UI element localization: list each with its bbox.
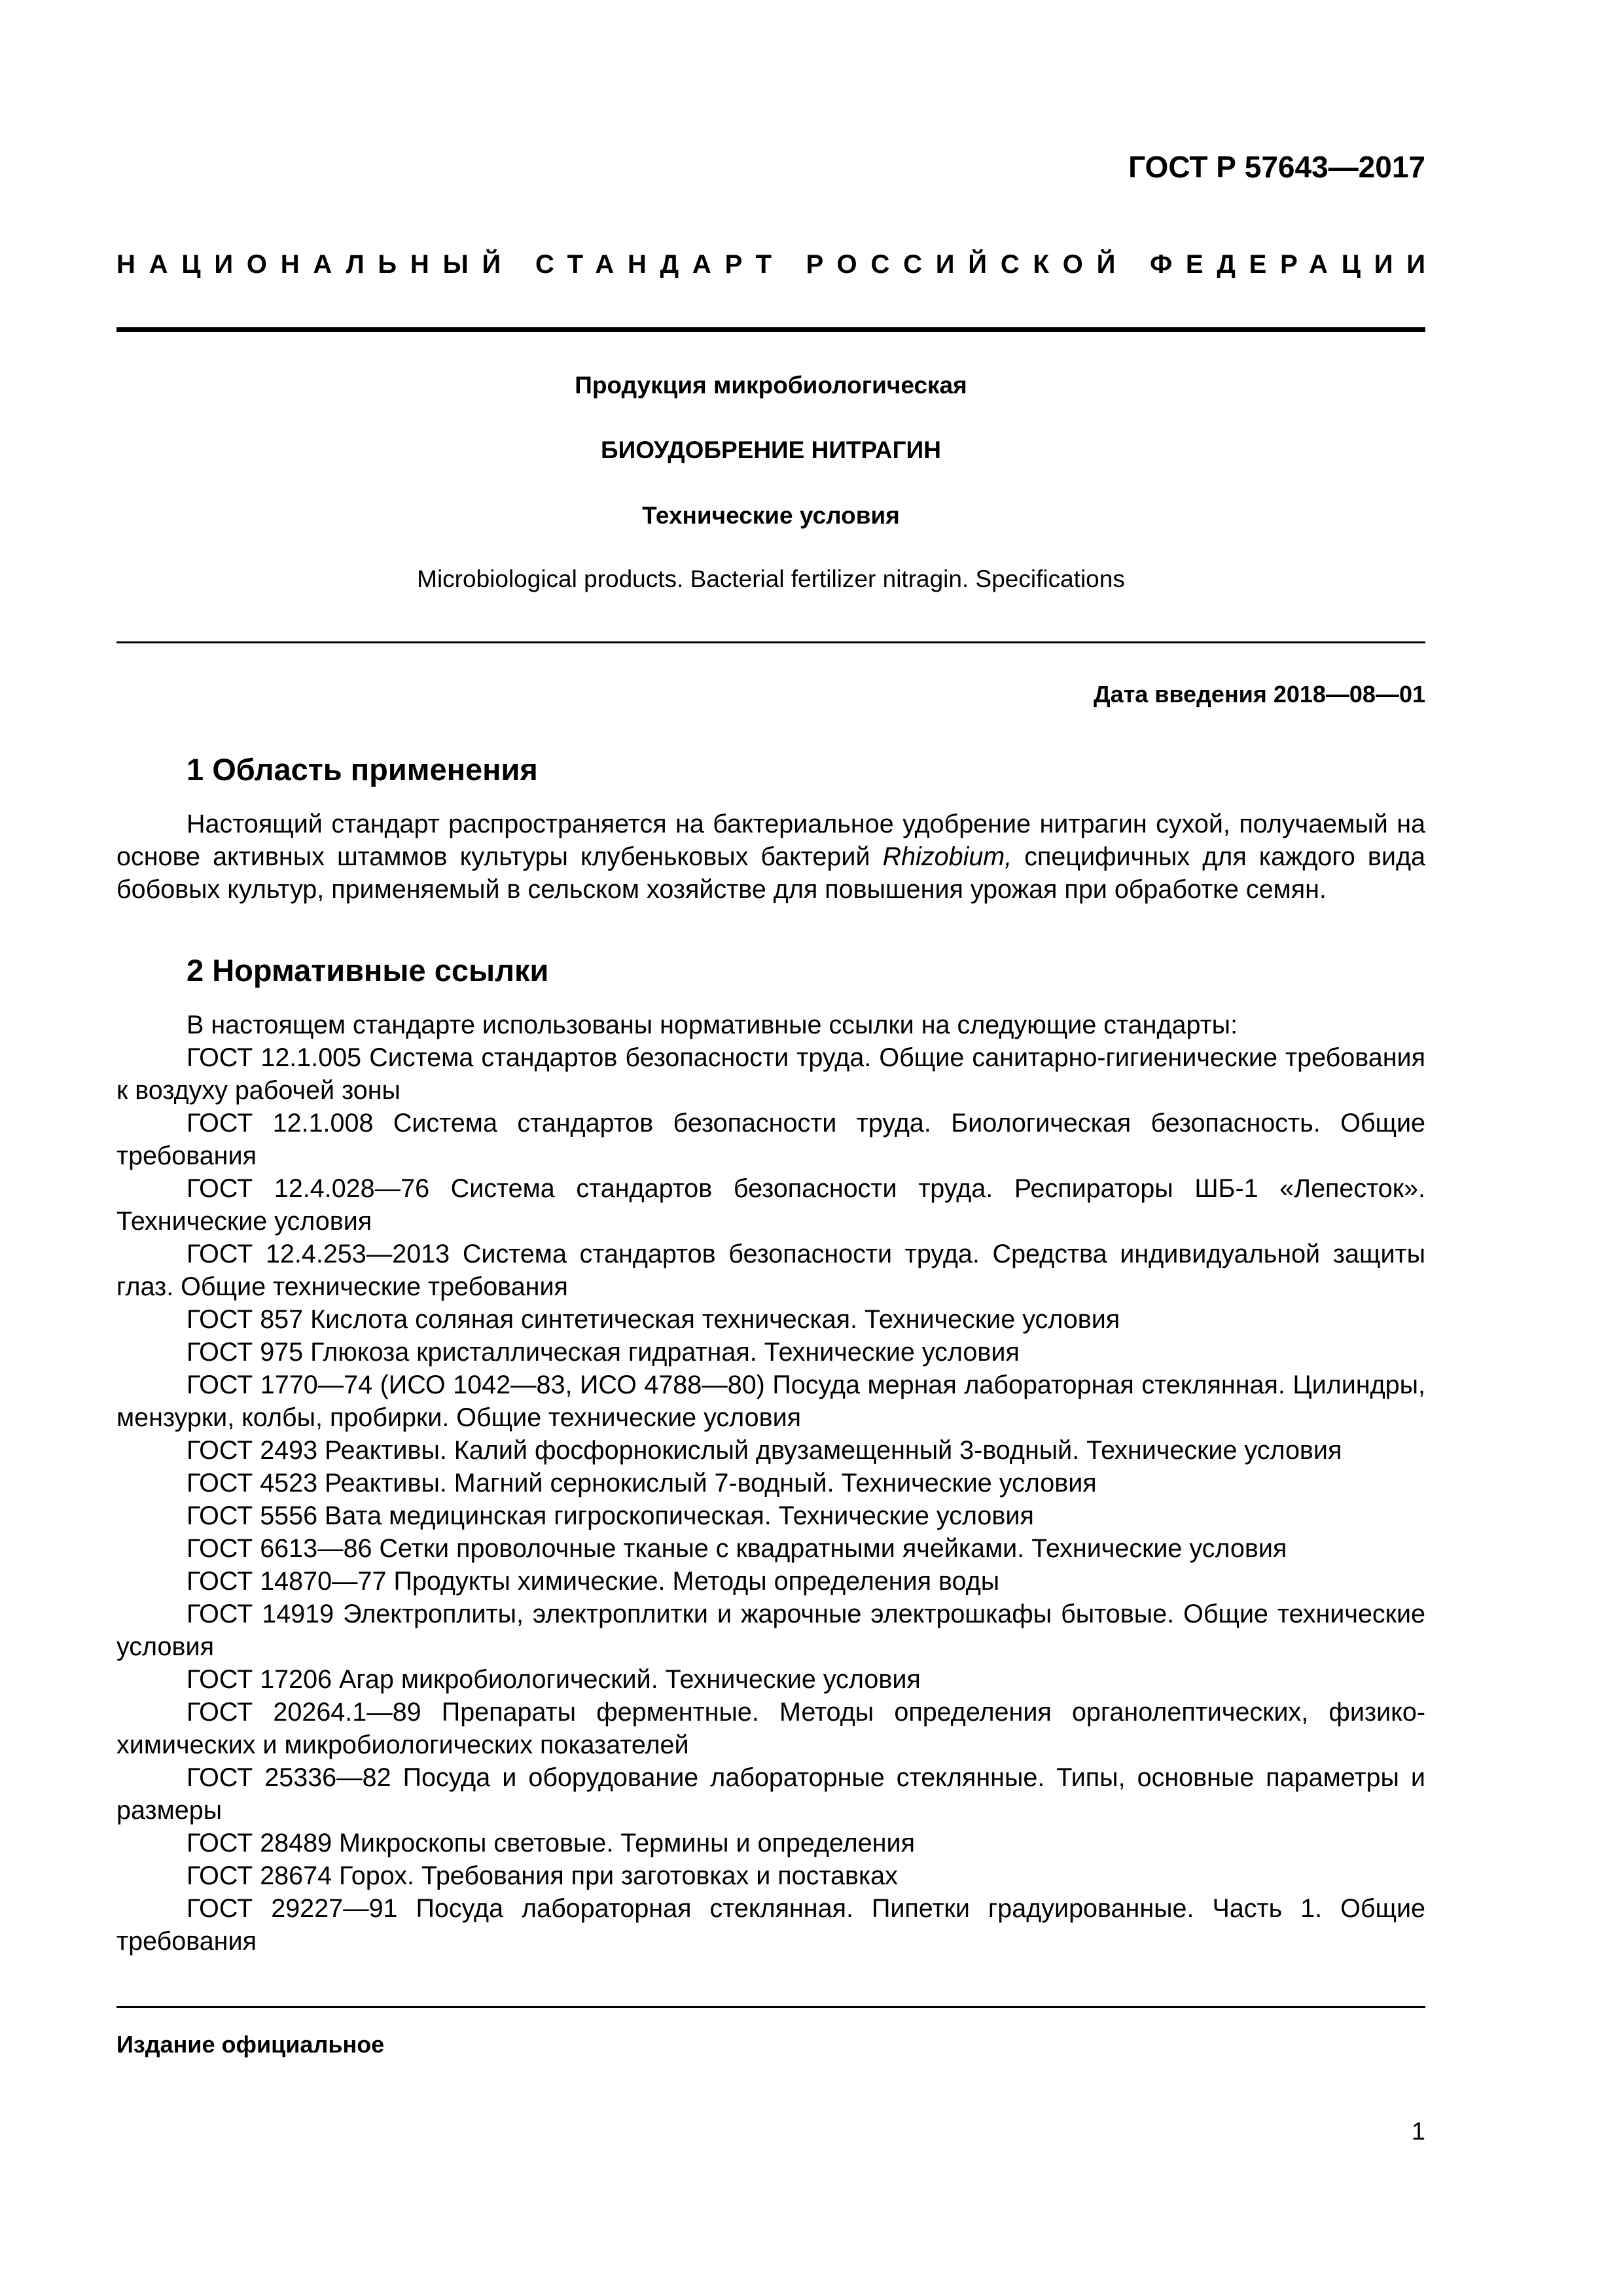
- scope-paragraph: [116, 808, 1425, 906]
- reference-item: ГОСТ 975 Глюкоза кристаллическая гидратная. Технические условия: [187, 1338, 1020, 1367]
- reference-item: ГОСТ 12.1.008 Система стандартов безопасности труда. Биологическая безопасность. Общие требования: [116, 1109, 1425, 1170]
- reference-item: ГОСТ 4523 Реактивы. Магний сернокислый 7-водный. Технические условия: [187, 1469, 1097, 1498]
- title-divider: [116, 641, 1425, 643]
- reference-item: ГОСТ 28489 Микроскопы световые. Термины и определения: [187, 1829, 915, 1857]
- reference-item: ГОСТ 25336—82 Посуда и оборудование лабораторные стеклянные. Типы, основные параметры и размеры: [116, 1763, 1425, 1825]
- section-2-heading: 2 Нормативные ссылки: [187, 953, 549, 988]
- reference-item: ГОСТ 12.4.028—76 Система стандартов безопасности труда. Респираторы ШБ-1 «Лепесток». Технические условия: [116, 1174, 1425, 1236]
- title-category: Продукция микробиологическая: [575, 372, 967, 399]
- reference-item: ГОСТ 28674 Горох. Требования при заготовках и поставках: [187, 1861, 898, 1890]
- page-number: 1: [1411, 2118, 1425, 2145]
- title-subtitle: Технические условия: [642, 502, 900, 529]
- footer-divider: [116, 2006, 1425, 2008]
- references-intro: В настоящем стандарте использованы нормативные ссылки на следующие стандарты:: [187, 1011, 1238, 1039]
- national-standard-banner: [116, 250, 1439, 279]
- reference-item: ГОСТ 857 Кислота соляная синтетическая техническая. Технические условия: [187, 1305, 1120, 1334]
- title-main: БИОУДОБРЕНИЕ НИТРАГИН: [601, 437, 941, 463]
- header-divider: [116, 327, 1425, 332]
- reference-item: ГОСТ 1770—74 (ИСО 1042—83, ИСО 4788—80) Посуда мерная лабораторная стеклянная. Цилиндры, мензурки, колбы, пробирки. Общие технические условия: [116, 1371, 1425, 1432]
- reference-item: ГОСТ 5556 Вата медицинская гигроскопическая. Технические условия: [187, 1501, 1034, 1530]
- title-english: Microbiological products. Bacterial fertilizer nitragin. Specifications: [417, 565, 1125, 592]
- introduction-date: Дата введения 2018—08—01: [1093, 681, 1425, 708]
- section-1-body: [116, 808, 1425, 906]
- reference-item: ГОСТ 6613—86 Сетки проволочные тканые с квадратными ячейками. Технические условия: [187, 1534, 1287, 1563]
- reference-item: ГОСТ 14919 Электроплиты, электроплитки и жарочные электрошкафы бытовые. Общие технические условия: [116, 1600, 1425, 1661]
- reference-item: ГОСТ 29227—91 Посуда лабораторная стеклянная. Пипетки градуированные. Часть 1. Общие требования: [116, 1894, 1425, 1956]
- reference-item: ГОСТ 20264.1—89 Препараты ферментные. Методы определения органолептических, физико-химических и микробиологических показателей: [116, 1698, 1425, 1759]
- document-number: ГОСТ Р 57643—2017: [1128, 150, 1425, 184]
- official-edition-label: Издание официальное: [116, 2031, 385, 2058]
- reference-item: ГОСТ 14870—77 Продукты химические. Методы определения воды: [187, 1567, 1000, 1596]
- reference-item: ГОСТ 17206 Агар микробиологический. Технические условия: [187, 1665, 921, 1694]
- national-standard-text: НАЦИОНАЛЬНЫЙ СТАНДАРТ РОССИЙСКОЙ ФЕДЕРАЦИИ: [116, 250, 1439, 279]
- reference-item: ГОСТ 2493 Реактивы. Калий фосфорнокислый двузамещенный 3-водный. Технические условия: [187, 1436, 1342, 1465]
- scope-text-end: специфичных для каждого вида бобовых культур, применяемый в сельском хозяйстве для повышения урожая при обработке семян.: [116, 842, 1425, 904]
- section-1-heading: 1 Область применения: [187, 752, 538, 787]
- reference-item: ГОСТ 12.1.005 Система стандартов безопасности труда. Общие санитарно-гигиенические требования к воздуху рабочей зоны: [116, 1043, 1425, 1105]
- reference-item: ГОСТ 12.4.253—2013 Система стандартов безопасности труда. Средства индивидуальной защиты глаз. Общие технические требования: [116, 1240, 1425, 1301]
- scope-text-start: Настоящий стандарт распространяется на бактериальное удобрение нитрагин сухой, получаемый на основе активных штаммов культуры клубеньковых бактерий: [116, 810, 1425, 871]
- scope-italic-term: Rhizobium,: [882, 842, 1012, 871]
- section-2-body: [116, 1009, 1425, 1958]
